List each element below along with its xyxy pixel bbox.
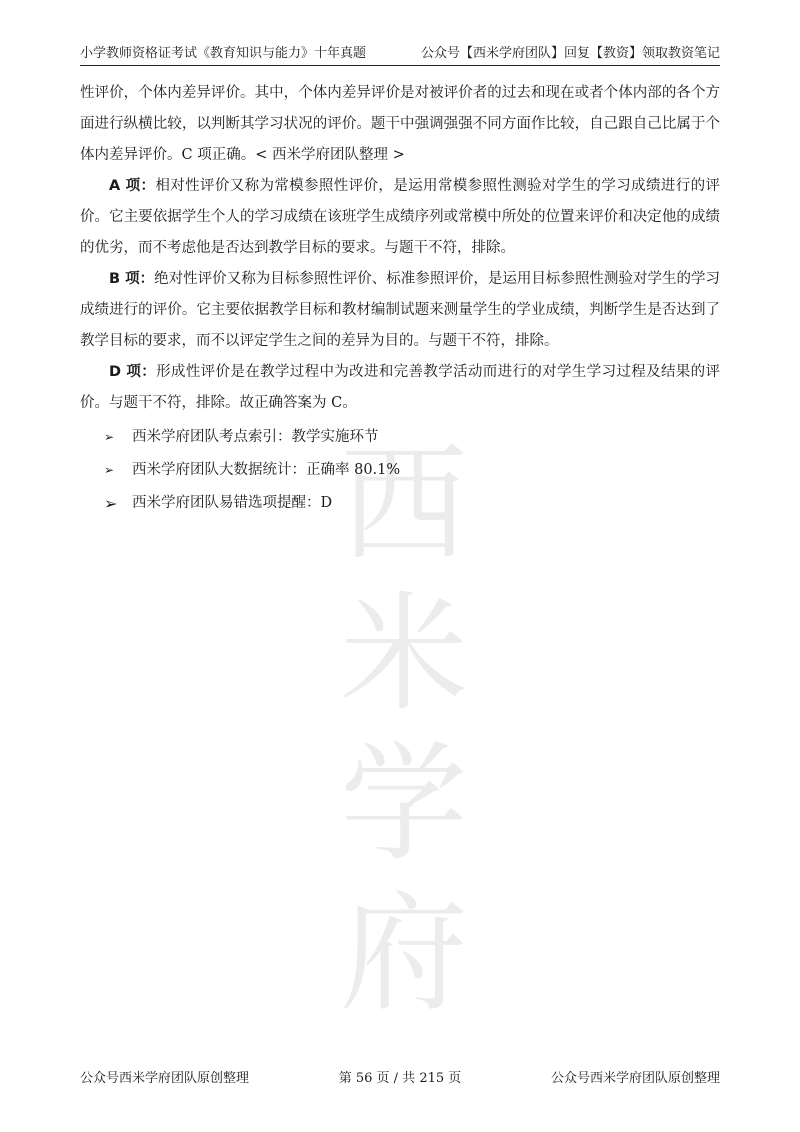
option-a-text: 相对性评价又称为常模参照性评价，是运用常模参照性测验对学生的学习成绩进行的评价。它主要依据学生个人的学习成绩在该班学生成绩序列或常模中所处的位置来评价和决定他的成绩的优劣，而不考虑他是否达到教学目标的要求。与题干不符，排除。 [80, 178, 720, 256]
option-b-label: B 项： [109, 271, 155, 287]
option-b-paragraph [80, 264, 720, 357]
option-d-text: 形成性评价是在教学过程中为改进和完善教学活动而进行的对学生学习过程及结果的评价。与题干不符，排除。故正确答案为 C。 [80, 364, 721, 411]
bullet-text-topic: 西米学府团队考点索引：教学实施环节 [132, 429, 379, 445]
bullet-list [80, 421, 720, 520]
arrow-bullet-icon: ➢ [104, 430, 115, 444]
footer-left: 公众号西米学府团队原创整理 [80, 1071, 250, 1086]
list-item [80, 487, 720, 520]
page-footer [80, 1067, 720, 1086]
page-header [80, 40, 720, 66]
footer-right: 公众号西米学府团队原创整理 [550, 1071, 720, 1086]
option-d-label: D 项： [109, 364, 157, 380]
header-title: 小学教师资格证考试《教育知识与能力》十年真题 [80, 46, 367, 61]
intro-paragraph: 性评价，个体内差异评价。其中，个体内差异评价是对被评价者的过去和现在或者个体内部的各个方面进行纵横比较，以判断其学习状况的评价。题干中强调强强不同方面作比较，自己跟自己比属于个体内差异评价。C 项正确。< 西米学府团队整理 > [80, 85, 720, 163]
option-d-paragraph [80, 357, 720, 419]
watermark-line-1: 西米 [339, 430, 476, 729]
option-a-paragraph [80, 171, 720, 264]
bullet-text-stats: 西米学府团队大数据统计：正确率 80.1% [132, 462, 401, 478]
list-item [80, 421, 720, 454]
option-b-text: 绝对性评价又称为目标参照性评价、标准参照评价，是运用目标参照性测验对学生的学习成绩进行的评价。它主要依据教学目标和教材编制试题来测量学生的学业成绩，判断学生是否达到了教学目标的要求，而不以评定学生之间的差异为目的。与题干不符，排除。 [80, 271, 720, 349]
watermark-line-2: 学府 [339, 730, 476, 1029]
page-number: 第 56 页 / 共 215 页 [338, 1071, 462, 1086]
bullet-text-error: 西米学府团队易错选项提醒：D [132, 495, 333, 511]
header-promo: 公众号【西米学府团队】回复【教资】领取教资笔记 [420, 46, 720, 61]
page-content [80, 78, 720, 520]
option-a-label: A 项： [109, 178, 156, 194]
arrow-bullet-icon: ➢ [104, 463, 115, 477]
arrow-bullet-icon: ➢ [104, 494, 118, 513]
watermark [278, 430, 538, 1030]
list-item [80, 454, 720, 487]
